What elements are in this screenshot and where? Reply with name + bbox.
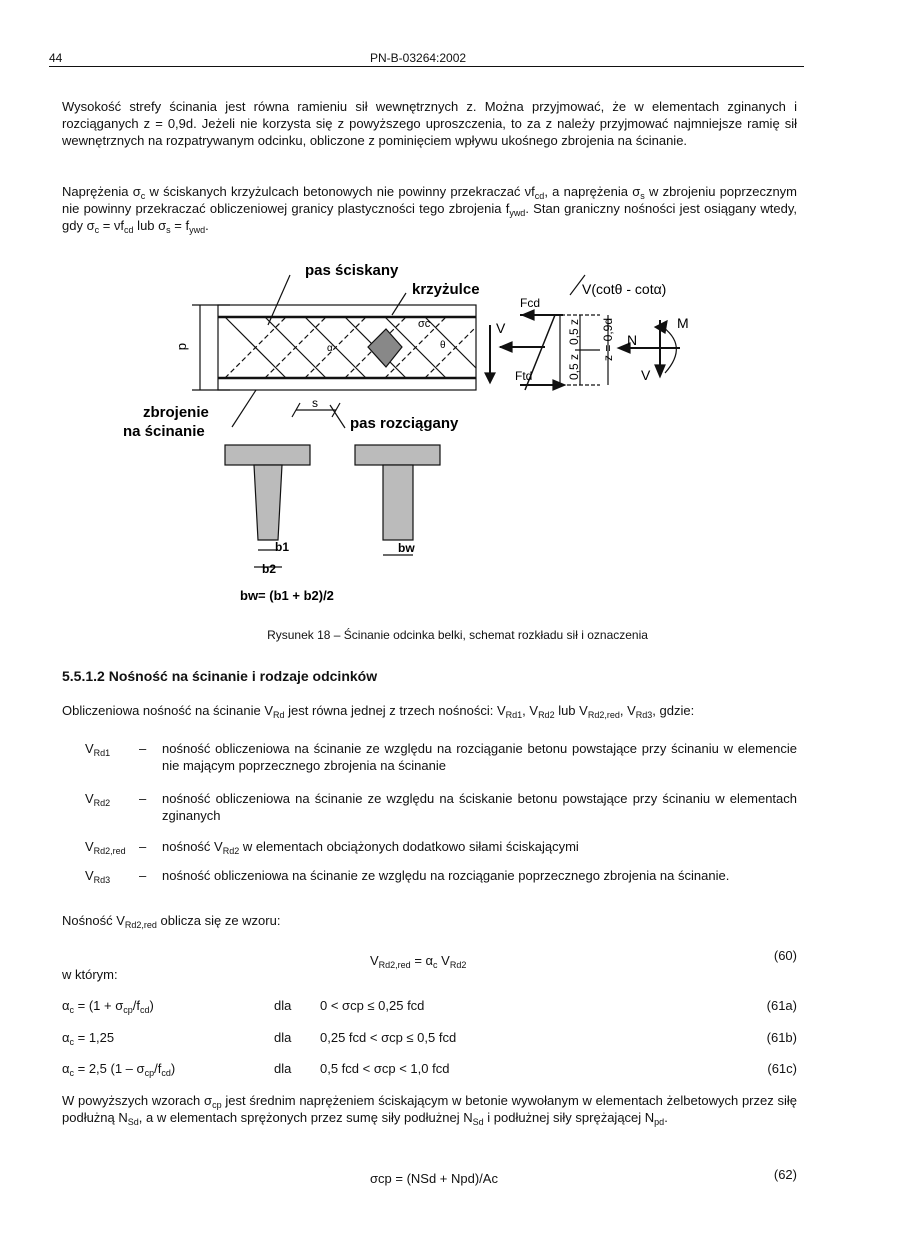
label-theta: θ <box>440 340 446 351</box>
shear-diagram <box>0 255 915 620</box>
w-ktorym: w którym: <box>62 967 118 982</box>
label-M: M <box>677 315 689 331</box>
equation-number-61a: (61a) <box>766 998 797 1013</box>
t-section-right-web <box>383 465 413 540</box>
label-Ftd: Ftd <box>515 369 533 383</box>
def-dash: – <box>139 791 147 806</box>
equation-number-62: (62) <box>773 1167 797 1182</box>
equation-61b-dla: dla <box>274 1030 292 1045</box>
def-symbol-vrd1: $V_{Rd1}$ <box>85 741 111 758</box>
label-Fcd: Fcd <box>520 296 541 310</box>
label-V2: V <box>641 367 651 383</box>
t-section-left-flange <box>225 445 310 465</box>
label-05z-bot: 0,5 z <box>567 353 581 380</box>
standard-code: PN-B-03264:2002 <box>370 51 467 65</box>
equation-61a-condition: 0 < σcp ≤ 0,25 fcd <box>320 998 425 1013</box>
label-pas-sciskany: pas ściskany <box>305 262 399 279</box>
equation-number-61b: (61b) <box>766 1030 797 1045</box>
def-dash: – <box>139 741 147 756</box>
label-z09d: z = 0,9d <box>601 317 615 361</box>
label-sigma-c: σc <box>418 318 431 330</box>
equation-60: $V_{Rd2,red} = \alpha_c$ $V_{Rd2}$ <box>370 953 467 970</box>
def-text-vrd3: nośność obliczeniowa na ścinanie ze względu na rozciąganie poprzecznego zbrojenia na ścinanie. <box>162 868 730 883</box>
header-rule <box>49 66 804 67</box>
label-V-cot: V(cotθ - cotα) <box>582 281 667 297</box>
label-pas-rozciagany: pas rozciągany <box>350 415 459 432</box>
strut-element <box>368 329 402 367</box>
equation-61b-condition: 0,25 fcd < σcp ≤ 0,5 fcd <box>320 1030 457 1045</box>
label-N: N <box>627 332 638 348</box>
paragraph-closing: W powyższych wzorach $\sigma_{cp}$ jest średnim naprężeniem ściskającym w betonie wywołanym w elementach żelbetowych przez siłę podłużną $N_{Sd}$, a w elementach sprężonych przez sumę siły podłużnej $N_{Sd}$ i podłużnej siły sprężającej $N_{pd}$. <box>62 1093 797 1127</box>
label-zbrojenie-2: na ścinanie <box>123 423 205 440</box>
label-alpha: α <box>327 343 333 354</box>
equation-61c-dla: dla <box>274 1061 292 1076</box>
paragraph-shear-capacity: Obliczeniowa nośność na ścinanie $V_{Rd}$ jest równa jednej z trzech nośności: $V_{Rd1}$, $V_{Rd2}$ lub $V_{Rd2,red}$, $V_{Rd3}$, gdzie: <box>62 703 695 720</box>
equation-61c-condition: 0,5 fcd < σcp < 1,0 fcd <box>320 1061 450 1076</box>
section-heading: 5.5.1.2 Nośność na ścinanie i rodzaje odcinków <box>62 668 378 684</box>
figure-caption: Rysunek 18 – Ścinanie odcinka belki, schemat rozkładu sił i oznaczenia <box>267 628 648 642</box>
page-number: 44 <box>49 51 63 65</box>
t-section-left-web <box>254 465 282 540</box>
label-bw-formula: bw= (b1 + b2)/2 <box>240 588 334 603</box>
paragraph-stresses: Naprężenia $\sigma_c$ w ściskanych krzyżulcach betonowych nie powinny przekraczać $\nu f_{cd}$, a naprężenia $\sigma_s$ w zbrojeniu poprzecznym nie powinny przekraczać obliczeniowej granicy plastyczności tego zbrojenia $f_{ywd}$. Stan graniczny nośności jest osiągany wtedy, gdy $\sigma_c = \nu f_{cd}$ lub $\sigma_s = f_{ywd}$. <box>62 184 797 235</box>
t-section-right-flange <box>355 445 440 465</box>
label-b2: b2 <box>262 562 277 576</box>
equation-62: σcp = (NSd + Npd)/Ac <box>370 1171 498 1186</box>
label-s: s <box>312 396 318 410</box>
label-b1: b1 <box>275 540 290 554</box>
label-05z-top: 0,5 z <box>567 318 581 345</box>
label-V: V <box>496 320 506 336</box>
paragraph-shear-zone: Wysokość strefy ścinania jest równa ramieniu sił wewnętrznych z. Można przyjmować, że w elementach zginanych i rozciąganych z = 0,9d. Jeżeli nie korzysta się z powyższego uproszczenia, to za z należy przyjmować najmniejsze ramię sił wewnętrznych na rozpatrywanym odcinku, obliczone z pominięciem wpływu ukośnego zbrojenia na ścinanie. <box>62 99 797 148</box>
label-bw: bw <box>398 541 415 555</box>
truss-struts <box>225 317 476 378</box>
formula-intro: Nośność $V_{Rd2,red}$ oblicza się ze wzoru: <box>62 913 281 930</box>
def-symbol-vrd3: $V_{Rd3}$ <box>85 868 111 885</box>
label-zbrojenie-1: zbrojenie <box>143 404 209 421</box>
def-text-vrd2: nośność obliczeniowa na ścinanie ze względu na ściskanie betonu powstające przy ścinaniu w elementach zginanych <box>162 791 797 823</box>
equation-61a-lhs: $\alpha_c = (1 + \sigma_{cp}/f_{cd})$ <box>62 998 154 1015</box>
def-text-vrd1: nośność obliczeniowa na ścinanie ze względu na rozciąganie betonu powstające przy ścinaniu w elemencie nie mającym poprzecznego zbrojenia na ścinanie <box>162 741 797 773</box>
equation-61b-lhs: $\alpha_c = 1,25$ <box>62 1030 115 1047</box>
def-text-vrd2red: nośność $V_{Rd2}$ w elementach obciążonych dodatkowo siłami ściskającymi <box>162 839 579 856</box>
equation-61a-dla: dla <box>274 998 292 1013</box>
label-d: d <box>176 343 191 351</box>
label-krzyzulce: krzyżulce <box>412 281 480 298</box>
def-symbol-vrd2: $V_{Rd2}$ <box>85 791 111 808</box>
def-dash: – <box>139 868 147 883</box>
def-dash: – <box>139 839 147 854</box>
def-symbol-vrd2red: $V_{Rd2,red}$ <box>85 839 126 856</box>
equation-number-60: (60) <box>773 948 797 963</box>
equation-61c-lhs: $\alpha_c = 2,5$ $(1 - \sigma_{cp}/f_{cd})$ <box>62 1061 176 1078</box>
equation-number-61c: (61c) <box>767 1061 797 1076</box>
